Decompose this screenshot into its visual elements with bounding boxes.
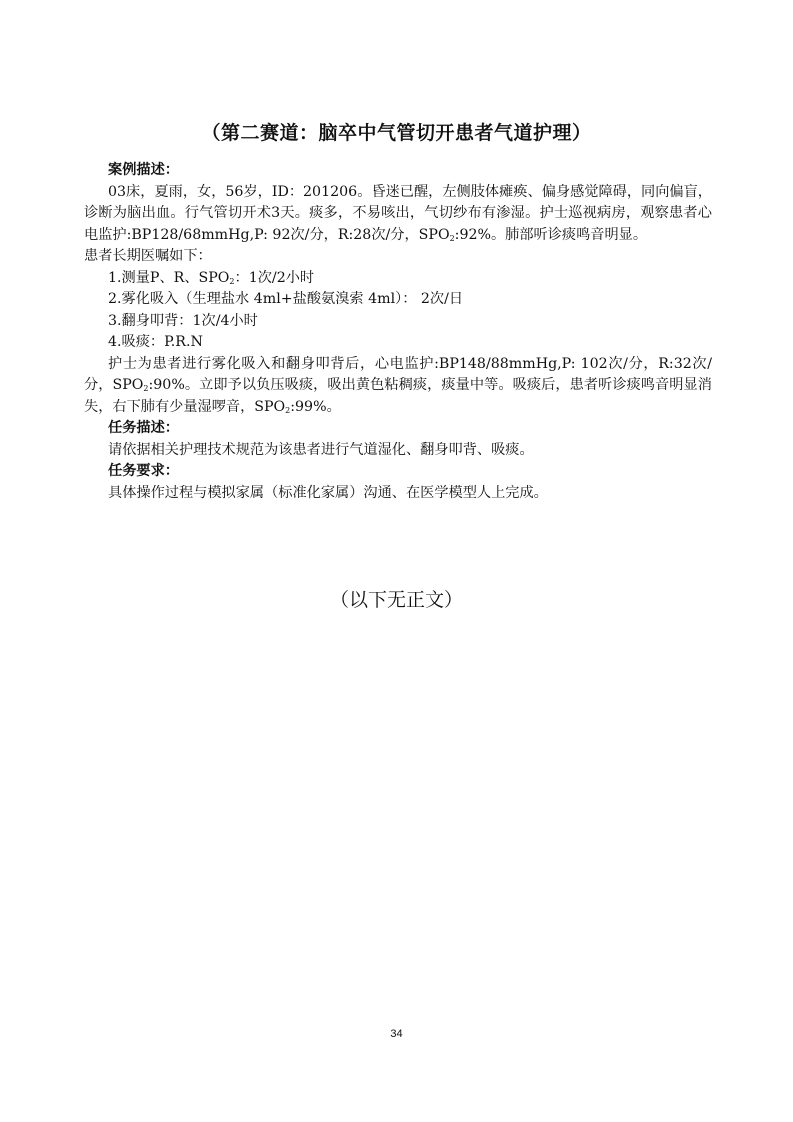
- case-p2-text-c: :99%。: [290, 398, 341, 415]
- order-item-1: [84, 268, 712, 290]
- end-of-text-mark: （以下无正文）: [329, 589, 463, 611]
- page-number: 34: [390, 1028, 403, 1040]
- task-heading: 任务描述：: [108, 420, 179, 436]
- case-p2-text-a: 护士为患者进行雾化吸入和翻身叩背后，心电监护:BP148/88mmHg,P: 102次/分，R:32次/分，SPO: [84, 355, 712, 393]
- order1-text-a: 1.测量P、R、SPO: [108, 269, 230, 286]
- order1-subscript: 2: [229, 276, 235, 286]
- case-heading: 案例描述：: [108, 162, 179, 178]
- case-paragraph-1: [84, 182, 712, 247]
- case-p2-subscript-2: 2: [285, 405, 291, 415]
- case-p2-text-b: :90%。立即予以负压吸痰，吸出黄色粘稠痰，痰量中等。吸痰后，患者听诊痰鸣音明显消失，右下肺有少量湿啰音，SPO: [84, 377, 712, 415]
- case-paragraph-2: [84, 354, 712, 419]
- case-p1-text-a: 03床，夏雨，女，56岁，ID：201206。昏迷已醒，左侧肢体瘫痪、偏身感觉障碍，同向偏盲，诊断为脑出血。行气管切开术3天。痰多，不易咳出，气切纱布有渗湿。护士巡视病房，观察患者心电监护:BP128/68mmHg,P: 92次/分，R:28次/分，SPO: [84, 183, 712, 243]
- order-item-3: 3.翻身叩背：1次/4小时: [108, 312, 258, 329]
- case-p2-subscript-1: 2: [143, 384, 149, 393]
- requirement-text: 具体操作过程与模拟家属（标准化家属）沟通、在医学模型人上完成。: [108, 484, 548, 501]
- order-item-4: 4.吸痰：P.R.N: [108, 334, 203, 350]
- orders-intro: 患者长期医嘱如下：: [84, 248, 212, 264]
- case-p1-subscript: 2: [449, 233, 455, 243]
- page-title: （第二赛道：脑卒中气管切开患者气道护理）: [201, 122, 592, 144]
- order1-text-b: ：1次/2小时: [234, 269, 315, 286]
- document-body: [84, 160, 712, 504]
- case-p1-text-b: :92%。肺部听诊痰鸣音明显。: [454, 226, 648, 243]
- requirement-heading: 任务要求：: [108, 463, 179, 479]
- task-text: 请依据相关护理技术规范为该患者进行气道湿化、翻身叩背、吸痰。: [108, 441, 534, 458]
- order-item-2: 2.雾化吸入（生理盐水 4ml+盐酸氨溴索 4ml）： 2次/日: [108, 291, 464, 307]
